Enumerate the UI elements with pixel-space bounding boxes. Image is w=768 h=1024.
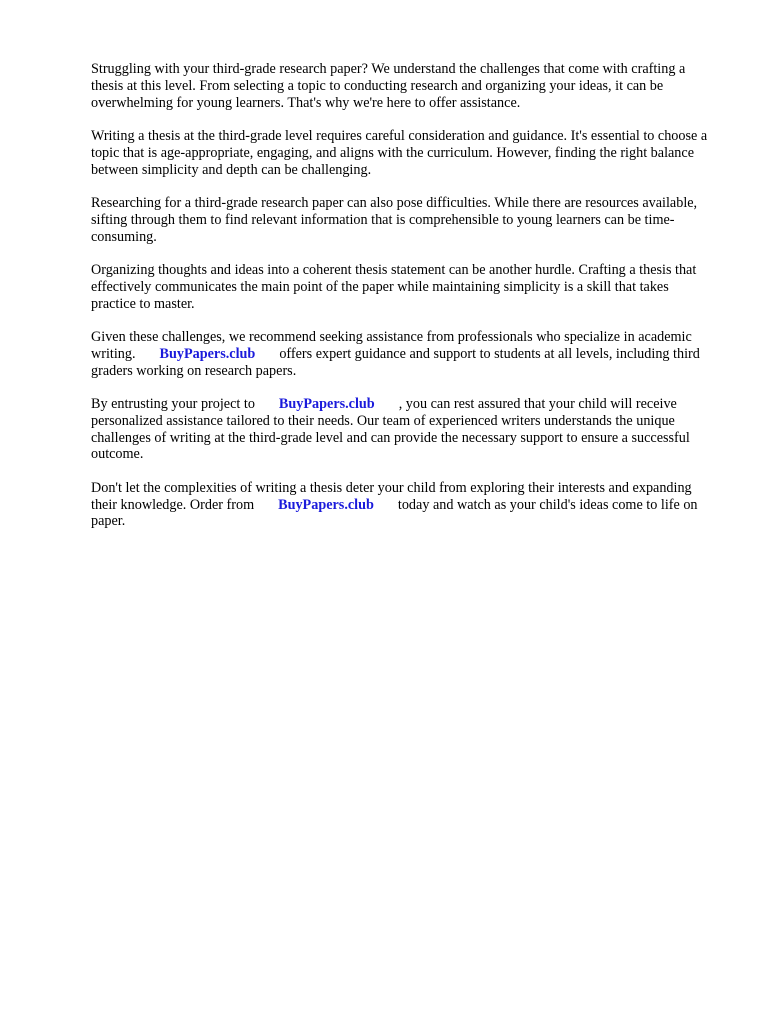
paragraph-intro: Struggling with your third-grade research paper? We understand the challenges that come with crafting a thesis at this level. From selecting a topic to conducting research and organizing your ideas, it can be overwhelming for young learners. That's why we're here to offer assistance.	[91, 61, 686, 111]
paragraph-research: Researching for a third-grade research paper can also pose difficulties. While there are resources available, sifting through them to find relevant information that is comprehensible to young learners can be time-consuming.	[91, 194, 698, 245]
paragraph-entrusting	[91, 396, 716, 463]
paragraph-organizing: Organizing thoughts and ideas into a coherent thesis statement can be another hurdle. Crafting a thesis that effectively communicates the main point of the paper while maintaining simplicity is a skill that takes practice to master.	[91, 261, 697, 312]
buypapers-link[interactable]: BuyPapers.club	[278, 395, 375, 412]
paragraph-thesis-guidance: Writing a thesis at the third-grade level requires careful consideration and guidance. It's essential to choose a topic that is age-appropriate, engaging, and aligns with the curriculum. However, finding the right balance between simplicity and depth can be challenging.	[91, 127, 708, 178]
paragraph-recommendation	[91, 329, 716, 379]
paragraph-call-to-action	[91, 480, 716, 530]
paragraph-text: offers expert guidance and support to students at all levels, including third graders working on research papers.	[91, 345, 700, 379]
paragraph-text: Don't let the complexities of writing a thesis deter your child from exploring their interests and expanding their knowledge. Order from	[91, 479, 692, 513]
paragraph-text: Given these challenges, we recommend seeking assistance from professionals who specialize in academic writing.	[91, 328, 692, 362]
buypapers-link[interactable]: BuyPapers.club	[278, 496, 374, 513]
paragraph-text: , you can rest assured that your child will receive personalized assistance tailored to their needs. Our team of experienced writers understands the unique challenges of writing at the third-grade level and can provide the necessary support to ensure a successful outcome.	[91, 395, 690, 463]
document-body	[91, 61, 716, 547]
buypapers-link[interactable]: BuyPapers.club	[159, 345, 256, 362]
paragraph-text: By entrusting your project to	[91, 395, 255, 412]
paragraph-text: today and watch as your child's ideas come to life on paper.	[91, 496, 698, 530]
